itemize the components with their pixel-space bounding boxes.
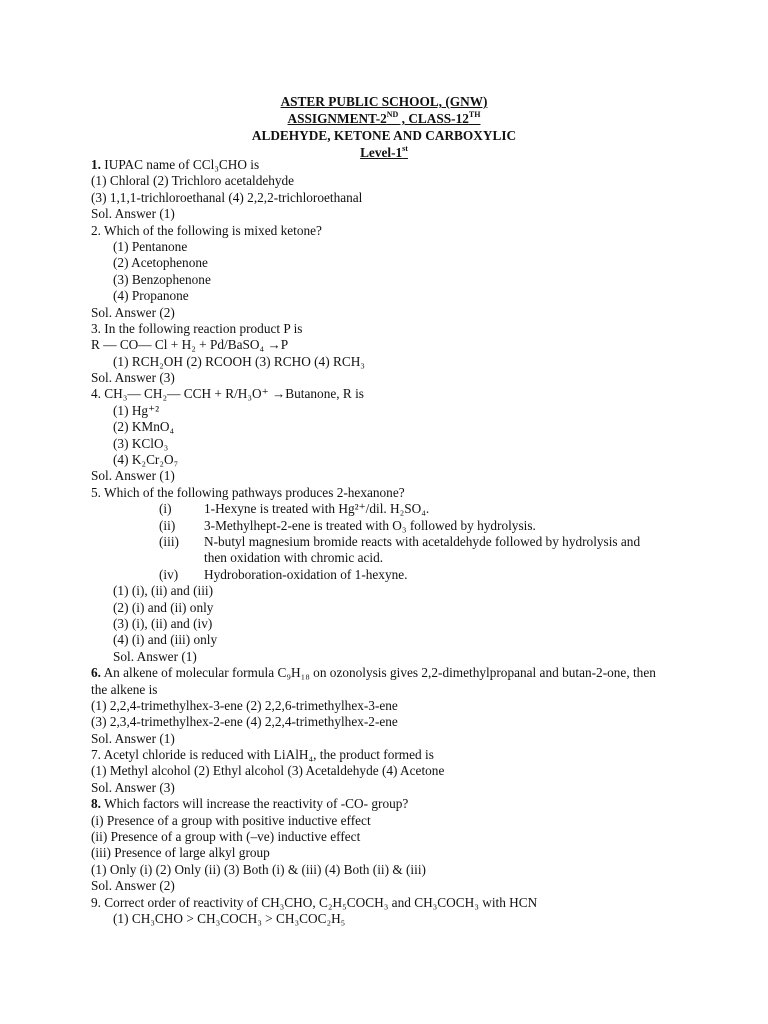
text-line [91, 665, 691, 681]
text-line [91, 763, 691, 779]
line-text: (3) (i), (ii) and (iv) [113, 615, 213, 631]
line-text: 3. In the following reaction product P is [91, 320, 303, 336]
text-line [91, 534, 691, 550]
text-line [91, 370, 691, 386]
line-text: (2) (i) and (ii) only [113, 599, 214, 615]
text-line [91, 501, 691, 517]
text-line [91, 796, 691, 812]
line-text: (1) CH₃CHO > CH₃COCH₃ > CH₃COC₂H₅ [113, 910, 346, 926]
text-line [91, 468, 691, 484]
line-text: then oxidation with chromic acid. [204, 550, 384, 566]
text-line [91, 239, 691, 255]
line-text: (1) Hg⁺² [113, 402, 160, 418]
text-line [91, 337, 691, 353]
line-text: 1-Hexyne is treated with Hg²⁺/dil. H₂SO₄. [204, 501, 430, 517]
line-text: Sol. Answer (1) [113, 648, 197, 664]
line-text: 5. Which of the following pathways produces 2-hexanone? [91, 484, 405, 500]
text-line [91, 845, 691, 861]
text-line [91, 895, 691, 911]
topic-title: ALDEHYDE, KETONE AND CARBOXYLIC [251, 128, 517, 143]
text-line [91, 386, 691, 402]
line-text: (1) Methyl alcohol (2) Ethyl alcohol (3) Acetaldehyde (4) Acetone [91, 763, 445, 779]
line-text: 9. Correct order of reactivity of CH₃CHO, C₂H₅COCH₃ and CH₃COCH₃ with HCN [91, 894, 538, 910]
text-line [91, 616, 691, 632]
text-line [91, 173, 691, 189]
text-line [91, 567, 691, 583]
line-text: Sol. Answer (2) [91, 304, 175, 320]
line-text: Sol. Answer (2) [91, 878, 175, 894]
text-line [91, 550, 691, 566]
text-line [91, 206, 691, 222]
text-line [91, 583, 691, 599]
line-text: Which factors will increase the reactivity of -CO- group? [100, 796, 409, 812]
line-text: (i) Presence of a group with positive inductive effect [91, 812, 371, 828]
question-number: 6. [91, 665, 101, 681]
text-line [91, 518, 691, 534]
text-line [91, 157, 691, 173]
line-text: N-butyl magnesium bromide reacts with acetaldehyde followed by hydrolysis and [204, 533, 641, 549]
text-line [91, 403, 691, 419]
text-line [91, 682, 691, 698]
text-line [91, 649, 691, 665]
roman-numeral: (iv) [159, 566, 179, 582]
text-line [91, 419, 691, 435]
text-line [91, 485, 691, 501]
text-line [91, 714, 691, 730]
roman-numeral: (iii) [159, 533, 179, 549]
line-text: (2) Acetophenone [113, 255, 208, 271]
assignment-title [0, 110, 768, 127]
line-text: (1) 2,2,4-trimethylhex-3-ene (2) 2,2,6-trimethylhex-3-ene [91, 697, 398, 713]
line-text: 4. CH₃— CH₂— CCH + R/H₃O⁺ →Butanone, R is [91, 386, 364, 402]
line-text: (3) 2,3,4-trimethylhex-2-ene (4) 2,2,4-trimethylhex-2-ene [91, 714, 398, 730]
text-line [91, 813, 691, 829]
text-line [91, 436, 691, 452]
roman-numeral: (i) [159, 501, 172, 517]
document-header [0, 93, 768, 161]
line-text: (iii) Presence of large alkyl group [91, 845, 270, 861]
text-line [91, 632, 691, 648]
line-text: (1) Only (i) (2) Only (ii) (3) Both (i) & (iii) (4) Both (ii) & (iii) [91, 861, 426, 877]
text-line [91, 305, 691, 321]
line-text: the alkene is [91, 681, 158, 697]
question-number: 1. [91, 157, 101, 172]
text-line [91, 452, 691, 468]
line-text: (ii) Presence of a group with (–ve) inductive effect [91, 829, 361, 845]
school-name: ASTER PUBLIC SCHOOL, (GNW) [280, 94, 488, 109]
text-line [91, 190, 691, 206]
text-line [91, 780, 691, 796]
line-text: Sol. Answer (3) [91, 779, 175, 795]
text-line [91, 223, 691, 239]
text-line [91, 255, 691, 271]
line-text: R — CO— Cl + H₂ + Pd/BaSO₄ →P [91, 337, 289, 353]
text-line [91, 731, 691, 747]
line-text: Sol. Answer (1) [91, 730, 175, 746]
line-text: (3) 1,1,1-trichloroethanal (4) 2,2,2-trichloroethanal [91, 189, 363, 205]
question-list [91, 157, 691, 927]
roman-numeral: (ii) [159, 517, 176, 533]
line-text: (1) (i), (ii) and (iii) [113, 583, 214, 599]
text-line [91, 600, 691, 616]
line-text: An alkene of molecular formula C₉H₁₈ on ozonolysis gives 2,2-dimethylpropanal and butan-2-one, then [100, 665, 656, 681]
line-text: IUPAC name of CCl₃CHO is [100, 157, 260, 172]
line-text: (3) KClO₃ [113, 435, 169, 451]
text-line [91, 878, 691, 894]
line-text: Sol. Answer (1) [91, 468, 175, 484]
class-text: , CLASS-12 [398, 111, 469, 126]
line-text: (1) RCH₂OH (2) RCOOH (3) RCHO (4) RCH₃ [113, 353, 365, 369]
text-line [91, 911, 691, 927]
line-text: (2) KMnO₄ [113, 419, 175, 435]
line-text: (4) Propanone [113, 288, 189, 304]
line-text: (4) K₂Cr₂O₇ [113, 452, 179, 468]
class-superscript: TH [468, 110, 481, 119]
line-text: 3-Methylhept-2-ene is treated with O₃ followed by hydrolysis. [204, 517, 536, 533]
line-text: Hydroboration-oxidation of 1-hexyne. [204, 566, 408, 582]
line-text: Sol. Answer (1) [91, 206, 175, 222]
line-text: Sol. Answer (3) [91, 370, 175, 386]
line-text: (3) Benzophenone [113, 271, 211, 287]
question-number: 8. [91, 796, 101, 812]
line-text: 2. Which of the following is mixed ketone? [91, 222, 322, 238]
text-line [91, 829, 691, 845]
level-superscript: st [402, 144, 408, 153]
text-line [91, 862, 691, 878]
text-line [91, 747, 691, 763]
text-line [91, 288, 691, 304]
text-line [91, 698, 691, 714]
level-text: Level-1 [360, 145, 403, 160]
assignment-text: ASSIGNMENT-2 [287, 111, 387, 126]
text-line [91, 354, 691, 370]
text-line [91, 272, 691, 288]
line-text: (1) Pentanone [113, 238, 188, 254]
text-line [91, 321, 691, 337]
line-text: 7. Acetyl chloride is reduced with LiAlH₄, the product formed is [91, 747, 434, 763]
line-text: (4) (i) and (iii) only [113, 632, 218, 648]
line-text: (1) Chloral (2) Trichloro acetaldehyde [91, 173, 295, 189]
assignment-superscript: ND [386, 110, 399, 119]
